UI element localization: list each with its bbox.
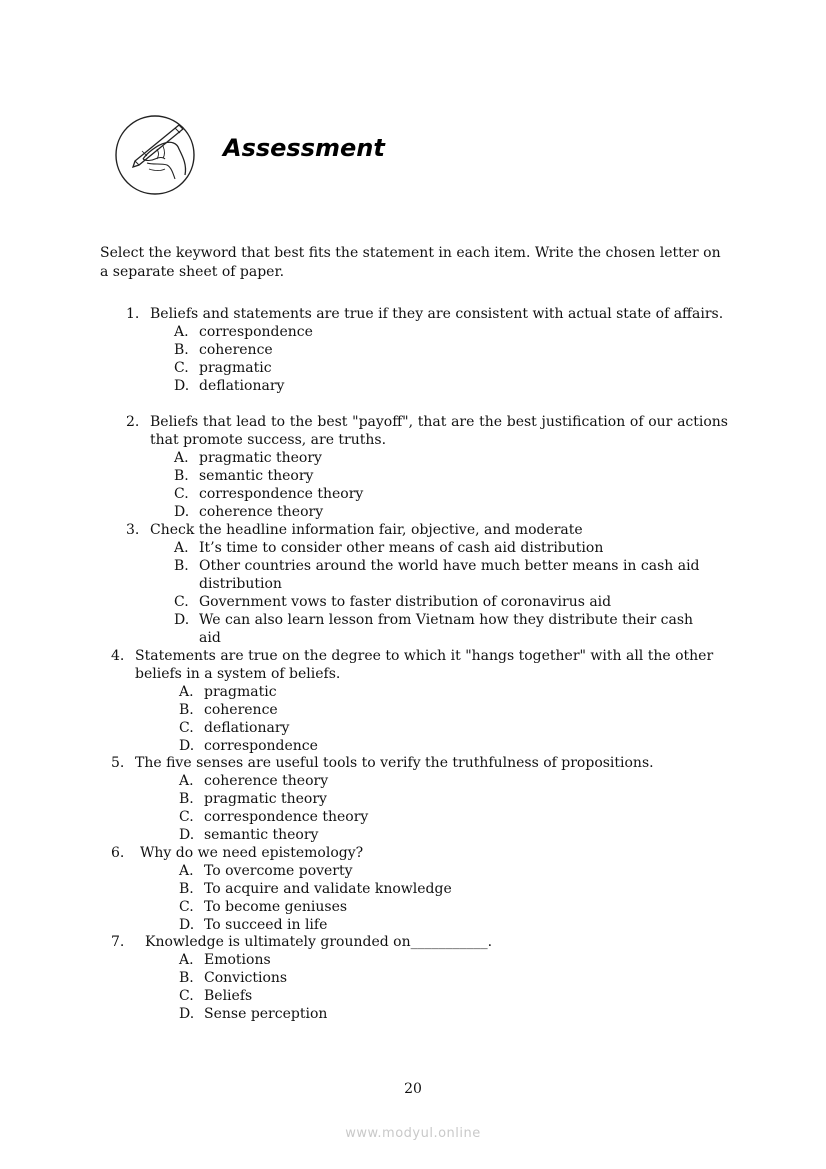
option-b: B. coherence — [174, 342, 273, 358]
option-a: A. correspondence — [174, 324, 313, 340]
watermark: www.modyul.online — [345, 1126, 481, 1141]
question-number: 5. — [111, 755, 125, 771]
question-number: 1. — [126, 306, 140, 322]
option-c: C. pragmatic — [174, 360, 272, 376]
question-text: Why do we need epistemology? — [140, 845, 364, 861]
page-number: 20 — [404, 1081, 422, 1097]
question-1 — [126, 305, 728, 395]
option-c: C. correspondence theory — [174, 486, 364, 502]
option-b: B. coherence — [179, 702, 278, 718]
option-a: A. Emotions — [179, 952, 271, 968]
question-text: Knowledge is ultimately grounded on___________. — [145, 934, 493, 950]
option-a: A. coherence theory — [179, 773, 329, 789]
page-title: Assessment — [223, 134, 385, 162]
hand-writing-icon — [113, 113, 203, 197]
question-7 — [111, 933, 728, 1023]
question-number: 7. — [111, 934, 125, 950]
option-b: B. Other countries around the world have much better means in cash aid distribution — [174, 558, 700, 592]
option-a: A. pragmatic — [179, 684, 277, 700]
option-a: A. pragmatic theory — [174, 450, 322, 466]
question-2 — [126, 413, 728, 521]
question-text: Statements are true on the degree to which it "hangs together" with all the other beliefs in a system of beliefs. — [135, 648, 714, 682]
option-d: D. To succeed in life — [179, 917, 328, 933]
question-5 — [111, 754, 728, 844]
option-a: A. To overcome poverty — [179, 863, 353, 879]
question-text: Check the headline information fair, objective, and moderate — [150, 522, 583, 538]
option-c: C. Beliefs — [179, 988, 253, 1004]
question-number: 2. — [126, 414, 140, 430]
question-6 — [111, 844, 728, 934]
option-d: D. We can also learn lesson from Vietnam how they distribute their cash aid — [174, 612, 694, 646]
question-3 — [126, 521, 728, 647]
option-c: C. Government vows to faster distribution of coronavirus aid — [174, 594, 612, 610]
option-b: B. Convictions — [179, 970, 288, 986]
option-c: C. correspondence theory — [179, 809, 369, 825]
question-number: 6. — [111, 845, 125, 861]
option-c: C. To become geniuses — [179, 899, 348, 915]
option-d: D. deflationary — [174, 378, 285, 394]
option-a: A. It’s time to consider other means of cash aid distribution — [174, 540, 604, 556]
option-b: B. pragmatic theory — [179, 791, 327, 807]
option-b: B. To acquire and validate knowledge — [179, 881, 452, 897]
option-d: D. Sense perception — [179, 1006, 328, 1022]
question-number: 3. — [126, 522, 140, 538]
instructions: Select the keyword that best fits the statement in each item. Write the chosen letter on a separate sheet of paper. — [100, 245, 721, 280]
option-c: C. deflationary — [179, 720, 290, 736]
option-d: D. correspondence — [179, 738, 318, 754]
question-text: Beliefs that lead to the best "payoff", that are the best justification of our actions that promote success, are truths. — [150, 414, 728, 448]
question-text: The five senses are useful tools to verify the truthfulness of propositions. — [135, 755, 654, 771]
question-number: 4. — [111, 648, 125, 664]
question-text: Beliefs and statements are true if they are consistent with actual state of affairs. — [150, 306, 724, 322]
question-4 — [111, 647, 728, 755]
option-b: B. semantic theory — [174, 468, 314, 484]
option-d: D. semantic theory — [179, 827, 319, 843]
option-d: D. coherence theory — [174, 504, 324, 520]
